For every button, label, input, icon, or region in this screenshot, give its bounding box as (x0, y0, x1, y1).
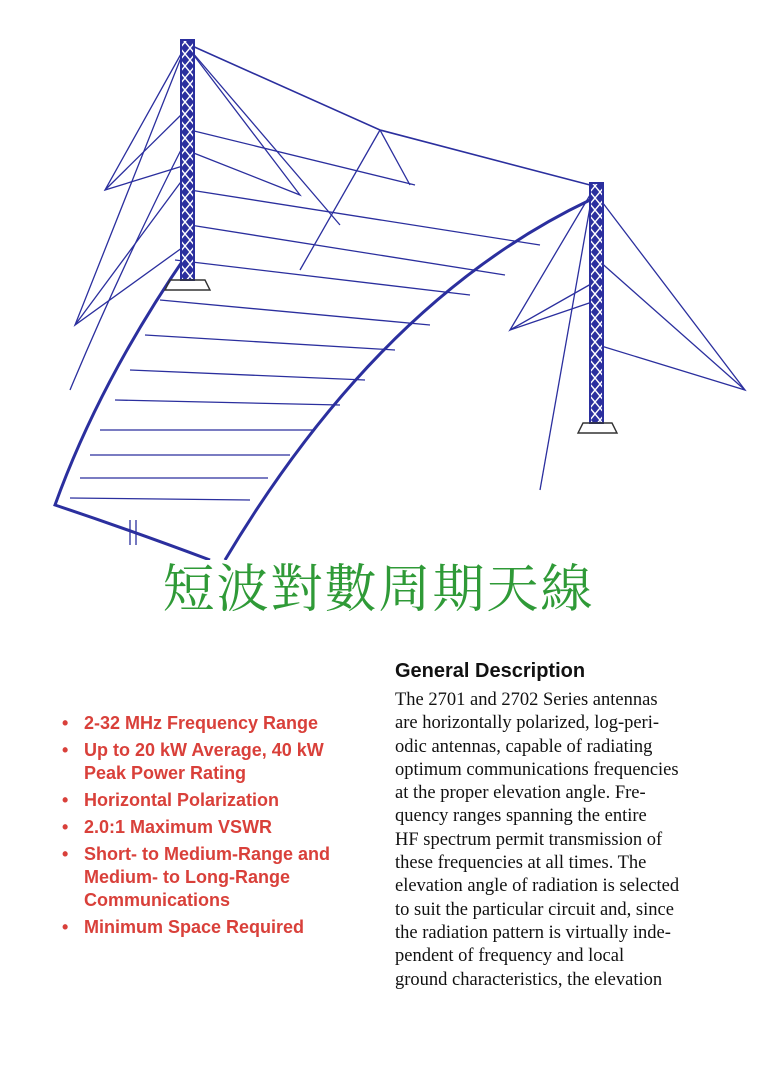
description-line: The 2701 and 2702 Series antennas (395, 690, 658, 710)
description-line: are horizontally polarized, log-peri- (395, 713, 660, 734)
feature-item: • Short- to Medium-Range and Medium- to Long-Range Communications (60, 843, 360, 912)
general-description-text (395, 689, 700, 992)
general-description-heading: General Description (395, 660, 586, 682)
description-line: quency ranges spanning the entire (395, 806, 647, 827)
description-line: pendent of frequency and local (395, 946, 625, 967)
description-line: optimum communications frequencies (395, 759, 679, 780)
description-line: to suit the particular circuit and, since (395, 899, 674, 920)
feature-item: • 2-32 MHz Frequency Range (60, 712, 360, 735)
description-line: at the proper elevation angle. Fre- (395, 783, 646, 804)
description-line: ground characteristics, the elevation (395, 969, 663, 990)
feature-item: • Minimum Space Required (60, 916, 360, 939)
chinese-title: 短波對數周期天線 (162, 560, 595, 620)
description-line: the radiation pattern is virtually inde- (395, 922, 671, 943)
description-line: odic antennas, capable of radiating (395, 736, 653, 757)
feature-list (60, 712, 360, 943)
feature-item: • Horizontal Polarization (60, 789, 360, 812)
description-line: HF spectrum permit transmission of (395, 829, 663, 850)
feature-item: • Up to 20 kW Average, 40 kW Peak Power Rating (60, 739, 360, 785)
description-line: these frequencies at all times. The (395, 853, 647, 874)
description-line: elevation angle of radiation is selected (395, 876, 680, 897)
feature-item: • 2.0:1 Maximum VSWR (60, 816, 360, 839)
